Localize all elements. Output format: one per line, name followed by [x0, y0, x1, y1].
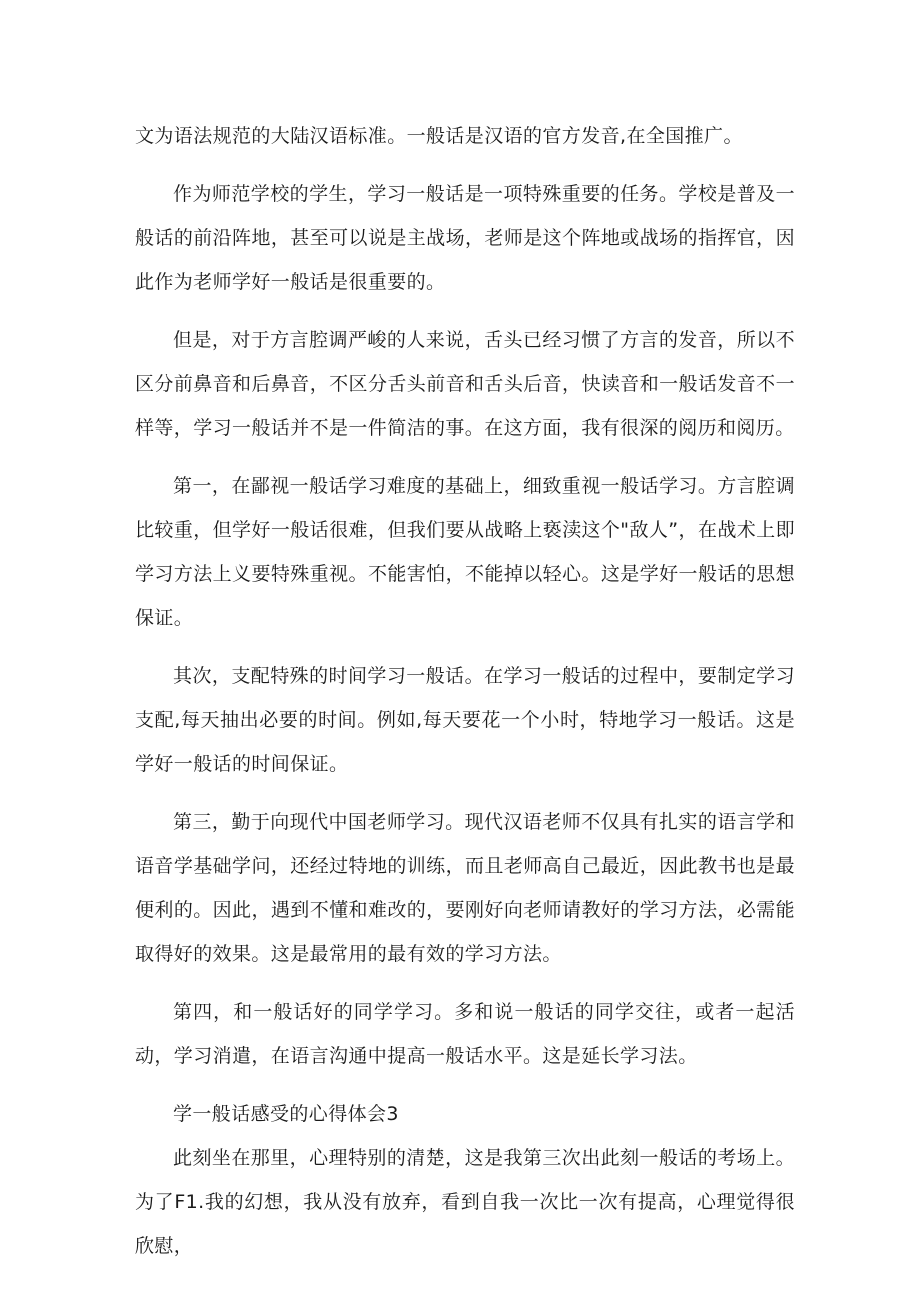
paragraph-dialect-difficulty: 但是，对于方言腔调严峻的人来说，舌头已经习惯了方言的发音，所以不区分前鼻音和后鼻音，不区分舌头前音和舌头后音，快读音和一般话发音不一样等，学习一般话并不是一件简洁的事。在这方面，我有很深的阅历和阅历。 — [135, 329, 795, 439]
paragraph-point-four: 第四，和一般话好的同学学习。多和说一般话的同学交往，或者一起活动，学习消遣，在语言沟通中提高一般话水平。这是延长学习法。 — [135, 1001, 795, 1067]
document-body — [135, 114, 795, 1268]
paragraph-point-one: 第一，在鄙视一般话学习难度的基础上，细致重视一般话学习。方言腔调比较重，但学好一般话很难，但我们要从战略上亵渎这个"敌人”，在战术上即学习方法上义要特殊重视。不能害怕，不能掉以轻心。这是学好一般话的思想保证。 — [135, 475, 795, 629]
paragraph-exam-reflection: 此刻坐在那里，心理特别的清楚，这是我第三次出此刻一般话的考场上。为了F1.我的幻想，我从没有放弃，看到自我一次比一次有提高，心理觉得很欣慰， — [135, 1147, 795, 1257]
paragraph-point-three: 第三，勤于向现代中国老师学习。现代汉语老师不仅具有扎实的语言学和语音学基础学问，还经过特地的训练，而且老师高自己最近，因此教书也是最便利的。因此，遇到不懂和难改的，要刚好向老师请教好的学习方法，必需能取得好的效果。这是最常用的最有效的学习方法。 — [135, 811, 795, 965]
paragraph-student-task: 作为师范学校的学生，学习一般话是一项特殊重要的任务。学校是普及一般话的前沿阵地，甚至可以说是主战场，老师是这个阵地或战场的指挥官，因此作为老师学好一般话是很重要的。 — [135, 183, 795, 293]
paragraph-continuation: 文为语法规范的大陆汉语标准。一般话是汉语的官方发音,在全国推广。 — [135, 125, 743, 147]
section-heading: 学一般话感受的心得体会3 — [173, 1103, 399, 1125]
paragraph-point-two: 其次，支配特殊的时间学习一般话。在学习一般话的过程中，要制定学习支配,每天抽出必要的时间。例如,每天要花一个小时，特地学习一般话。这是学好一般话的时间保证。 — [135, 665, 795, 775]
